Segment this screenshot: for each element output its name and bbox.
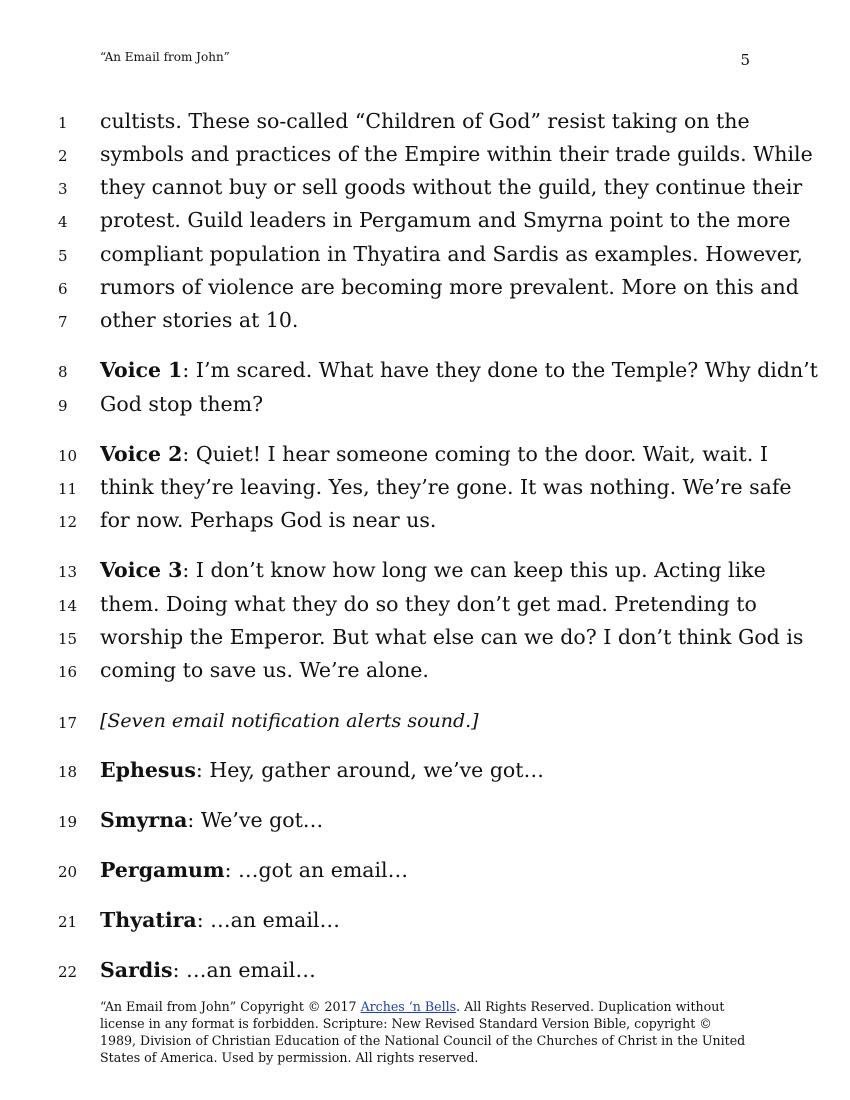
- arches-n-bells-link[interactable]: Arches ‘n Bells: [360, 999, 457, 1014]
- script-line: Ephesus: Hey, gather around, we’ve got…: [100, 758, 545, 782]
- line-number: 18: [58, 763, 78, 781]
- line-number: 2: [58, 147, 68, 165]
- speaker-name: Voice 1: [100, 358, 183, 382]
- script-line: God stop them?: [100, 392, 264, 416]
- script-line: Voice 1: I’m scared. What have they done to the Temple? Why didn’t: [100, 358, 818, 382]
- script-line: Pergamum: …got an email…: [100, 858, 409, 882]
- script-line: Thyatira: …an email…: [100, 908, 340, 932]
- line-number: 14: [58, 597, 78, 615]
- line-number: 20: [58, 863, 78, 881]
- line-number: 9: [58, 397, 68, 415]
- speaker-name: Sardis: [100, 958, 173, 982]
- line-number: 17: [58, 714, 78, 732]
- line-number: 12: [58, 513, 78, 531]
- line-number: 1: [58, 114, 68, 132]
- line-number: 4: [58, 213, 68, 231]
- line-number: 13: [58, 563, 78, 581]
- script-line: rumors of violence are becoming more prevalent. More on this and: [100, 275, 799, 299]
- script-line: coming to save us. We’re alone.: [100, 658, 429, 682]
- script-line: worship the Emperor. But what else can we do? I don’t think God is: [100, 625, 804, 649]
- script-line: think they’re leaving. Yes, they’re gone. It was nothing. We’re safe: [100, 475, 792, 499]
- script-line: compliant population in Thyatira and Sardis as examples. However,: [100, 242, 803, 266]
- script-line: symbols and practices of the Empire within their trade guilds. While: [100, 142, 813, 166]
- script-line: them. Doing what they do so they don’t get mad. Pretending to: [100, 592, 757, 616]
- speaker-name: Smyrna: [100, 808, 188, 832]
- copyright-footer: [100, 998, 750, 1066]
- script-line: Smyrna: We’ve got…: [100, 808, 324, 832]
- line-number: 11: [58, 480, 78, 498]
- line-number: 7: [58, 313, 68, 331]
- script-line: cultists. These so-called “Children of God” resist taking on the: [100, 109, 750, 133]
- script-line: for now. Perhaps God is near us.: [100, 508, 437, 532]
- speaker-name: Voice 2: [100, 442, 183, 466]
- page-number: 5: [740, 51, 750, 69]
- speaker-name: Ephesus: [100, 758, 196, 782]
- line-number: 3: [58, 180, 68, 198]
- speaker-name: Thyatira: [100, 908, 197, 932]
- line-number: 6: [58, 280, 68, 298]
- line-number: 10: [58, 447, 78, 465]
- line-number: 16: [58, 663, 78, 681]
- script-line: protest. Guild leaders in Pergamum and Smyrna point to the more: [100, 208, 791, 232]
- line-number: 8: [58, 363, 68, 381]
- script-line: Voice 3: I don’t know how long we can keep this up. Acting like: [100, 558, 766, 582]
- line-number: 22: [58, 963, 78, 981]
- speaker-name: Pergamum: [100, 858, 225, 882]
- line-number: 15: [58, 630, 78, 648]
- footer-text-start: “An Email from John” Copyright © 2017: [100, 999, 361, 1014]
- header-title: “An Email from John”: [100, 50, 230, 64]
- footer-text-end: . All Rights Reserved. Duplication without license in any format is forbidden. Scripture: New Revised Standard Version Bible, copyright © 1989, Division of Christian Education of the National Council of the Churches of Christ in the United States of America. Used by permission. All rights reserved.: [100, 999, 746, 1065]
- script-line: Voice 2: Quiet! I hear someone coming to the door. Wait, wait. I: [100, 442, 768, 466]
- page-header: [100, 50, 750, 70]
- script-line: Sardis: …an email…: [100, 958, 316, 982]
- stage-direction: [Seven email notification alerts sound.]: [100, 710, 479, 732]
- line-number: 19: [58, 813, 78, 831]
- script-line: other stories at 10.: [100, 308, 299, 332]
- line-number: 21: [58, 913, 78, 931]
- line-number: 5: [58, 247, 68, 265]
- speaker-name: Voice 3: [100, 558, 183, 582]
- script-line: they cannot buy or sell goods without the guild, they continue their: [100, 175, 803, 199]
